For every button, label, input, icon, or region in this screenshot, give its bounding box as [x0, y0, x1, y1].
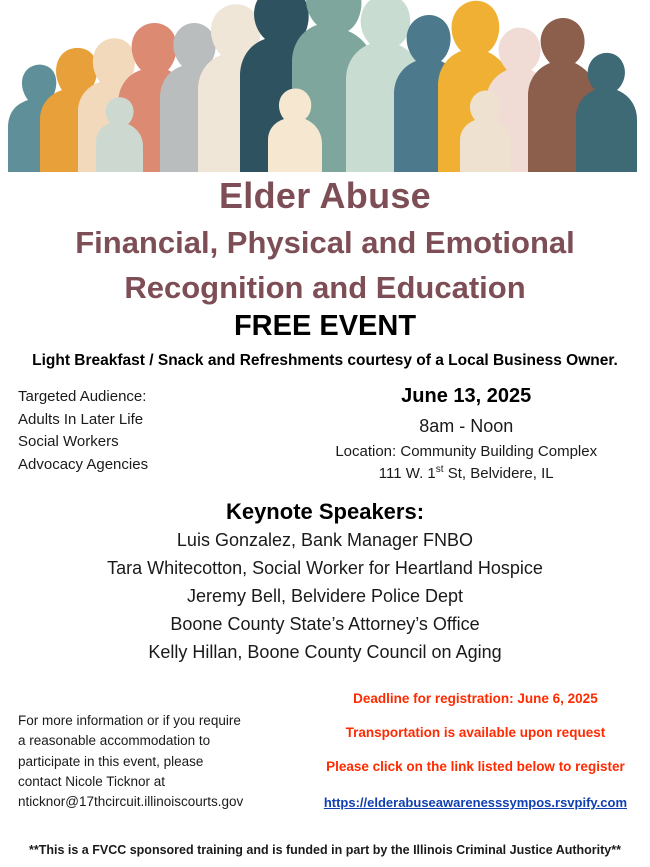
- footer-note: **This is a FVCC sponsored training and is funded in part by the Illinois Criminal Justice Authority**: [29, 843, 621, 857]
- registration-deadline: Deadline for registration: June 6, 2025: [353, 691, 598, 707]
- speaker-list-item: Luis Gonzalez, Bank Manager FNBO: [176, 529, 474, 550]
- event-details-block: [300, 382, 632, 485]
- contact-email: nticknor@17thcircuit.illinoiscourts.gov: [18, 794, 244, 810]
- address-number: 111 W. 1: [378, 464, 436, 482]
- audience-item: Social Workers: [18, 433, 119, 451]
- speaker-list-item: Tara Whitecotton, Social Worker for Heartland Hospice: [107, 557, 543, 578]
- bottom-row: [0, 689, 650, 812]
- transportation-note: Transportation is available upon request: [345, 725, 606, 741]
- speaker-list-item: Kelly Hillan, Boone County Council on Aging: [148, 642, 502, 663]
- speaker-list-item: Boone County State’s Attorney’s Office: [170, 613, 480, 634]
- header-banner: [0, 0, 650, 172]
- title-block: [0, 176, 650, 307]
- targeted-audience-block: [18, 382, 300, 485]
- event-time: 8am - Noon: [419, 416, 514, 437]
- contact-line: contact Nicole Ticknor at: [18, 773, 166, 789]
- registration-prompt: Please click on the link listed below to register: [326, 759, 625, 775]
- page-title: Elder Abuse: [218, 175, 432, 216]
- address-ordinal-suffix: st: [435, 463, 444, 475]
- audience-item: Advocacy Agencies: [18, 455, 149, 473]
- subtitle-line-2: Recognition and Education: [124, 270, 526, 306]
- registration-link[interactable]: https://elderabuseawarenesssympos.rsvpify.com: [323, 795, 628, 811]
- contact-line: For more information or if you require: [18, 713, 241, 729]
- event-address: [300, 463, 632, 485]
- keynote-speakers-heading: Keynote Speakers:: [225, 498, 425, 524]
- refreshments-note: Light Breakfast / Snack and Refreshments courtesy of a Local Business Owner.: [32, 352, 618, 370]
- audience-heading: Targeted Audience:: [18, 388, 147, 406]
- silhouettes-illustration: [0, 0, 650, 172]
- free-event-label: FREE EVENT: [233, 310, 417, 343]
- audience-item: Adults In Later Life: [18, 410, 144, 428]
- event-location: Location: Community Building Complex: [335, 443, 598, 461]
- address-rest: St, Belvidere, IL: [443, 464, 554, 482]
- contact-block: [18, 689, 319, 812]
- contact-line: a reasonable accommodation to: [18, 733, 211, 749]
- registration-block: [319, 689, 632, 812]
- contact-line: participate in this event, please: [18, 753, 204, 769]
- info-row: [0, 382, 650, 485]
- subtitle-line-1: Financial, Physical and Emotional: [75, 224, 575, 260]
- speaker-list-item: Jeremy Bell, Belvidere Police Dept: [186, 585, 464, 606]
- event-date: June 13, 2025: [401, 385, 532, 408]
